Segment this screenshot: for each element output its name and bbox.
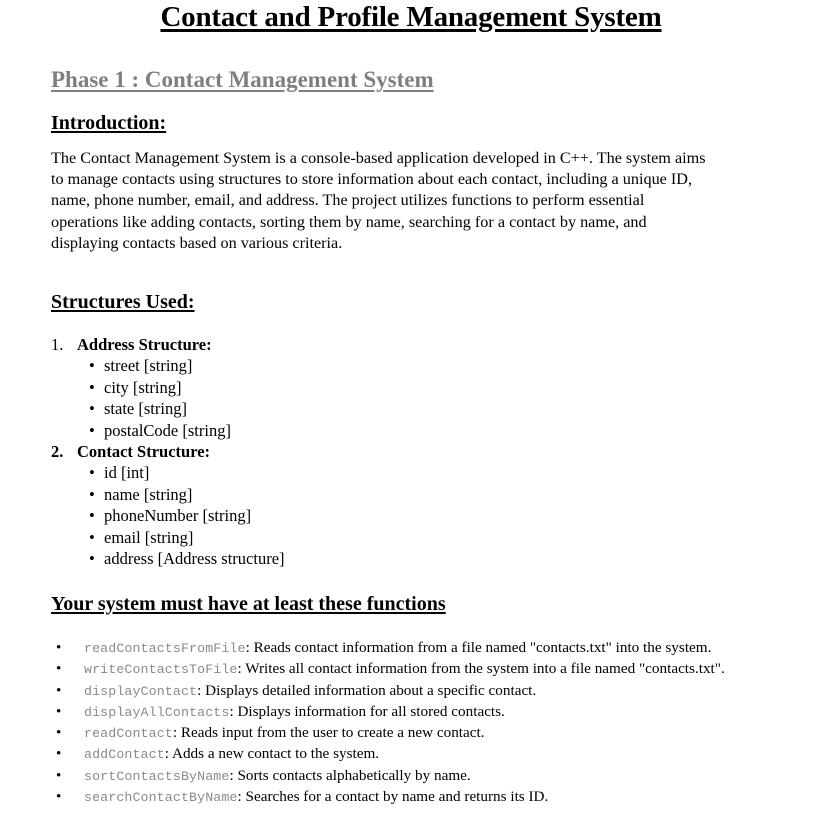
list-item: • phoneNumber [string] — [89, 506, 252, 526]
structure-item-contact — [51, 441, 285, 462]
introduction-heading: Introduction: — [51, 112, 167, 134]
function-item — [51, 659, 725, 680]
function-description: : Displays detailed information about a specific contact. — [197, 681, 537, 699]
function-name: searchContactByName — [84, 790, 238, 806]
list-item: • street [string] — [89, 356, 193, 376]
function-item — [51, 744, 725, 765]
bullet-icon: • — [56, 788, 62, 806]
list-item: • state [string] — [89, 399, 187, 419]
list-number: 1. — [51, 335, 64, 354]
list-item: • postalCode [string] — [89, 420, 231, 440]
functions-list — [51, 638, 725, 808]
bullet-icon: • — [89, 527, 95, 547]
function-item — [51, 638, 725, 659]
structures-heading: Structures Used: — [51, 291, 195, 313]
function-name: writeContactsToFile — [84, 662, 238, 678]
function-description: : Displays information for all stored contacts. — [229, 702, 505, 720]
function-description: : Reads input from the user to create a new contact. — [172, 724, 485, 742]
bullet-icon: • — [89, 549, 95, 569]
list-item: • address [Address structure] — [89, 549, 285, 569]
bullet-icon: • — [56, 639, 62, 656]
bullet-icon: • — [89, 420, 95, 440]
function-description: : Sorts contacts alphabetically by name. — [229, 766, 471, 784]
function-name: readContactsFromFile — [84, 641, 246, 656]
contact-fields — [51, 462, 285, 569]
list-item: • id [int] — [89, 463, 150, 483]
bullet-icon: • — [56, 660, 62, 678]
bullet-icon: • — [89, 377, 95, 397]
bullet-icon: • — [89, 484, 95, 504]
function-name: addContact — [84, 747, 165, 763]
structure-name: Address Structure: — [77, 335, 212, 354]
structures-list — [51, 334, 285, 569]
function-name: readContact — [84, 726, 173, 742]
document-title: Contact and Profile Management System — [160, 1, 662, 33]
bullet-icon: • — [89, 399, 95, 419]
bullet-icon: • — [56, 724, 62, 742]
function-item — [51, 681, 725, 702]
bullet-icon: • — [56, 766, 62, 784]
list-item: • name [string] — [89, 484, 193, 504]
function-name: sortContactsByName — [84, 768, 230, 784]
bullet-icon: • — [56, 702, 62, 720]
function-description: : Reads contact information from a file named "contacts.txt" into the system. — [245, 639, 712, 656]
bullet-icon: • — [89, 506, 95, 526]
structure-item-address — [51, 334, 285, 355]
function-description: : Adds a new contact to the system. — [164, 745, 380, 763]
function-item — [51, 766, 725, 787]
bullet-icon: • — [56, 745, 62, 763]
list-item: • city [string] — [89, 377, 182, 397]
function-name: displayContact — [84, 683, 198, 699]
function-name: displayAllContacts — [84, 704, 230, 720]
bullet-icon: • — [89, 463, 95, 483]
function-item — [51, 723, 725, 744]
function-item — [51, 787, 725, 808]
introduction-paragraph: The Contact Management System is a console-based application developed in C++. The system aims to manage contacts using structures to store information about each contact, including a unique ID, name, phone number, email, and address. The project utilizes functions to perform essential operations like adding contacts, sorting them by name, searching for a contact by name, and displaying contacts based on various criteria. — [51, 149, 706, 252]
bullet-icon: • — [56, 681, 62, 699]
function-description: : Searches for a contact by name and returns its ID. — [237, 788, 549, 806]
phase-heading: Phase 1 : Contact Management System — [51, 67, 434, 92]
bullet-icon: • — [89, 356, 95, 376]
address-fields — [51, 355, 285, 441]
function-item — [51, 702, 725, 723]
functions-heading: Your system must have at least these functions — [51, 593, 446, 615]
structure-name: Contact Structure: — [77, 442, 211, 462]
list-item: • email [string] — [89, 527, 194, 547]
function-description: : Writes all contact information from the system into a file named "contacts.txt". — [237, 660, 725, 678]
list-number: 2. — [51, 442, 64, 462]
